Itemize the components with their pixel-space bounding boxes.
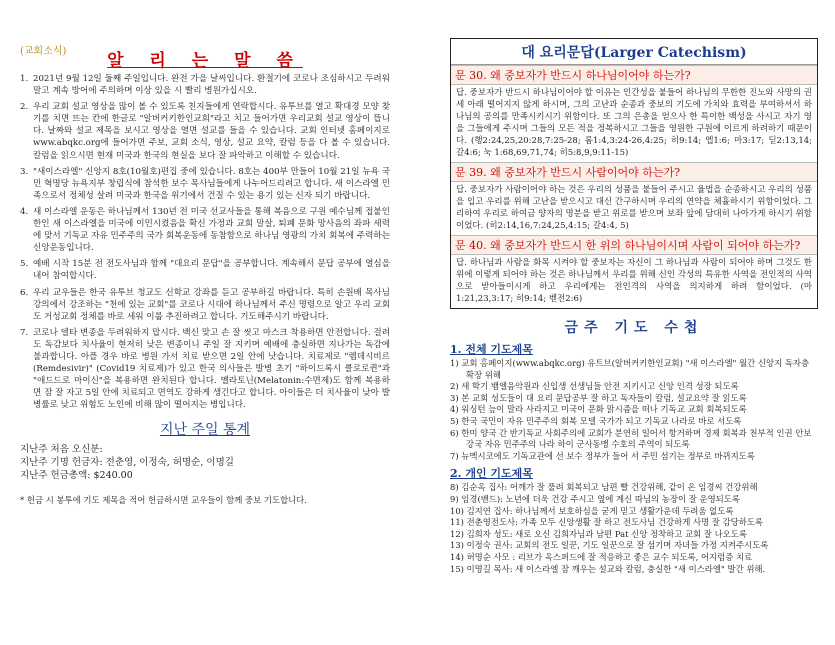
prayer-item: 1) 교회 홈페이지(www.abqkc.org) 유트브(알버커키한인교회) "새 이스라엘" 월간 신앙지 독자층 확장 위해 — [450, 358, 810, 380]
announcement-text: "새이스라엘" 신앙지 8호(10월호)편집 중에 있습니다. 8호는 400부 만들어 10월 21일 뉴욕 국민 혁명당 뉴욕지부 창립식에 참석한 보수 목사님들에게 나누어드리려고 합니다. 새 이스라엘 민족으로서 정체성 살려 미국과 한국을 위기에서 건질 수 있는 용기 있는 신자 되기 바랍니다. — [33, 166, 390, 201]
prayer-list-general — [450, 358, 818, 462]
stats-title: 지난 주일 통계 — [159, 422, 251, 439]
announcements-title: 알 리 는 말 씀 — [107, 51, 303, 71]
announcement-text: 예배 시작 15분 전 전도사님과 함께 "대요리 문답"을 공부합니다. 계속해서 문답 공부에 열심을 내어 참여합시다. — [33, 259, 390, 282]
announcement-number: 1. — [20, 74, 29, 84]
announcement-text: 우리 교우들은 한국 유투브 청교도 신학교 강좌를 듣고 공부하길 바랍니다. 특히 손원배 목사님 강의에서 강조하는 "천에 있는 교회"를 코로나 시대에 하나님께서 주신 명령으로 알고 우리 교회도 거성교회 정체를 바로 세워 이룹 추진하려고 합니다. 기도해주시기 바랍니다. — [33, 287, 390, 322]
prayer-item: 15) 이명길 목사: 새 이스라엘 잠 깨우는 설교와 칼럼, 충실한 "새 이스라엘" 발간 위해. — [450, 563, 766, 574]
prayer-item: 9) 임경(밴드): 노년에 더욱 건강 주시고 옆에 계신 따님의 농장이 잘 운영되도록 — [450, 493, 740, 504]
prayer-item: 10) 김지연 집사: 하나님께서 보호하심을 굳게 믿고 생활가운데 두려움 없도록 — [450, 505, 734, 516]
announcement-item — [20, 101, 390, 161]
announcement-number: 7. — [20, 327, 29, 338]
prayer-item: 6) 한미 양국 간 반기독교 사회주의에 교회가 분연히 일어서 항거하며 경제 회복과 천부적 인권 안보강국 자유 민주주의 나라 하이 군사동맹 수호의 주역이 되도록 — [450, 427, 812, 450]
announcement-number: 4. — [20, 206, 29, 217]
catechism-question: 문 30. 왜 중보자가 반드시 하나님이어야 하는가? — [451, 65, 817, 85]
announcement-number: 5. — [20, 259, 29, 270]
catechism-answer: 답. 중보자가 사람이어야 하는 것은 우리의 성품을 붙들어 주시고 율법을 순종하시고 우리의 성품을 입고 우리를 위해 고난을 받으시고 대신 간구하시며 우리의 연약을 체휼하시기 위함이었다. 그리하여 우리로 하여금 양자의 명분을 받고 위로를 받으며 보좌 앞에 담대히 나아가게 하시기 위함이었다. (히2:14,16,7:24,25,4:15; 갈4:4, 5) — [456, 185, 812, 231]
announcement-text: 우리 교회 설교 영상을 많이 볼 수 있도록 친지들에게 연락합시다. 유투브를 열고 확대경 모양 찾기를 치면 뜨는 칸에 한글로 "알버커키한인교회"라고 치고 들어가면 우리교회 설교 영상이 뜹니다. 날짜와 설교 제목을 보시고 영상을 열면 설교를 들을 수 있습니다. 교회 인터넷 홈페이지로 www.abqkc.org에 들어가면 주보, 교회 소식, 영상, 설교 요약, 칼럼 등을 다 볼 수 있습니다. 칼럼을 읽으시면 현재 미국과 한국의 현실을 보다 잘 파악하고 이해할 수 있습니다. — [33, 102, 390, 161]
prayer-item: 3) 본 교회 성도들이 대 요리 문답공부 잘 하고 독자들이 칼럼, 설교요약 잘 읽도록 — [450, 392, 747, 403]
prayer-item: 4) 워싱턴 늪이 말라 사라지고 미국이 문화 맑시즘을 떠나 기독교 교회 회복되도록 — [450, 404, 747, 415]
prayer-item: 14) 허명순 사모 : 리브가 옥스퍼드에 잘 적응하고 좋은 교수 되도록, 어지럼증 치료 — [450, 551, 753, 562]
announcement-text: 2021년 9월 12일 둘째 주일입니다. 완전 가을 날씨입니다. 환절기에 코로나 조심하시고 두려워 말고 계속 방어에 주의하며 이상 있을 시 빨리 병원가십시오. — [33, 74, 390, 97]
catechism-question: 문 39. 왜 중보자가 반드시 사람이어야 하는가? — [451, 162, 817, 182]
announcement-number: 3. — [20, 166, 29, 177]
announcement-item — [20, 327, 390, 412]
announcement-text: 새 이스라엘 운동은 하나님께서 130년 전 미국 선교사들을 통해 복음으로 구원 예수님께 접붙인 한인 새 이스라엘을 미국에 이민시켰음을 확신 가정과 교회 말살, 퇴폐 문화 망사음의 좌파 세력에 맞서 기독교 자유 민주주의 국가 회복운동에 동참함으로 하나님 영광의 가치 회복에 주력하는 신앙운동입니다. — [33, 206, 390, 254]
church-news-tag: (교회소식) — [20, 46, 67, 57]
announcement-item — [20, 258, 390, 282]
announcements-column — [20, 40, 390, 506]
prayer-section-personal: 2. 개인 기도제목 — [450, 467, 533, 481]
announcement-item — [20, 166, 390, 202]
prayer-item: 12) 김희자 성도: 새로 오신 김희자님과 남편 Pat 신앙 정착하고 교회 잘 나오도록 — [450, 528, 747, 539]
prayer-title: 금주 기도 수첩 — [564, 320, 704, 336]
prayer-item: 2) 새 학기 뱀엘음악원과 신입생 선생님들 안전 지키시고 신앙 인격 성장 되도록 — [450, 381, 739, 392]
catechism-question: 문 40. 왜 중보자가 반드시 한 위의 하나님이시며 사람이 되어야 하는가? — [451, 235, 817, 255]
stats-newcomers: 지난주 처음 오신분: — [20, 444, 103, 456]
announcements-list — [20, 73, 390, 411]
announcement-text: 코로나 델타 변종을 두려워하지 맙시다. 백신 맞고 손 잘 씻고 마스크 착용하면 안전합니다. 걸려도 독감보다 치사율이 현저히 낮은 변종이니 주일 잘 지키며 예배에 충실하면 지나가는 독감에 불과합니다. 아플 경우 바로 병원 가서 치료 받으면 2일 안에 낫습니다. 치료제로 "렘데시비르 (Remdesivir)" (Covid19 치료제)가 있고 한국 의사들은 발병 초기 "하이드록시 클로로퀸"과 "애드드로 마이신"을 복용하면 완치된다 합니다. 멜라토닌(Melatonin:수면제)도 함께 복용하면 잠 잘 자고 5일 안에 치료되고 면역도 강하게 생긴다고 합니다. 아이들은 더 치사율이 낮아 발병률로 낮고 위험도 노인에 비해 많이 떨어지는 병입니다. — [33, 327, 390, 411]
announcement-item — [20, 206, 390, 254]
prayer-item: 11) 전춘영전도사: 가족 모두 신앙생활 잘 하고 전도사님 건강하게 사명 잘 감당하도록 — [450, 517, 764, 528]
prayer-list-personal — [450, 482, 818, 575]
catechism-box — [450, 38, 818, 309]
catechism-list — [451, 65, 817, 308]
announcement-number: 6. — [20, 287, 29, 298]
catechism-title: 대 요리문답(Larger Catechism) — [451, 39, 817, 65]
prayer-item: 7) 뉴멕시코에도 기독교관에 선 보수 정부가 들어 서 주민 섬기는 정부로 바뀌지도록 — [450, 450, 755, 461]
catechism-answer: 답. 하나님과 사람을 화목 시켜야 할 중보자는 자신이 그 하나님과 사람이 되어야 하며 그것도 한 위에 이렇게 되어야 하는 것은 하나님께서 우리를 위해 신인 각성의 특유한 사역을 전인적의 사역으로 받아들이시게 하고 우리에게는 전인격의 사역을 의지하게 하려 함이었다. (마1:21,23,3:17; 히9:14; 벧전2:6) — [456, 258, 812, 304]
offering-footnote: * 헌금 시 봉투에 기도 제목을 적어 헌금하시면 교우들이 함께 중보 기도합니다. — [20, 495, 307, 506]
prayer-section-general: 1. 전체 기도제목 — [450, 343, 533, 356]
stats-donors: 지난주 기명 헌금자: 전춘영, 이정숙, 허명순, 이명길 — [20, 457, 234, 469]
announcement-item — [20, 73, 390, 97]
prayer-item: 8) 김순옥 집사: 어깨가 잘 풀려 회복되고 남편 빨 건강위해, 같이 온 임경씨 건강위해 — [450, 482, 758, 493]
announcement-item — [20, 287, 390, 323]
right-column — [450, 38, 818, 575]
prayer-item: 13) 이정숙 권사: 교회의 전도 일꾼, 기도 일꾼으로 잘 섬기며 자녀들 가정 지켜주시도록 — [450, 540, 769, 551]
catechism-answer: 답. 중보자가 반드시 하나님이어야 할 이유는 인간성을 붙들어 하나님의 무한한 진노와 사망의 권세 아래 떨어지지 않게 하시며, 그의 고난과 순종과 중보의 기도에 가치와 효력을 부여하셔서 하나님의 공의를 만족시키시기 위함이다. 또 그의 은총을 얻으사 한 특이한 백성을 사시고 자기 영을 그들에게 주시며 그들의 모든 적을 정복하시고 그들을 영원한 구원에 이르게 하려하기 때문이다. (행2:24,25,20:28,7:25-28; 롬1:4,3:24-26,4:25; 히9:14; 엡1:6; 마3:17; 딛2:13,14; 갈4:6; 눅 1:68,69,71,74; 히5:8,9,9:11-15) — [456, 88, 812, 158]
prayer-item: 5) 한국 국민이 자유 민주주의 회복 모델 국가가 되고 기독교 나라로 바로 서도록 — [450, 415, 742, 426]
stats-total: 지난주 헌금총액: $240.00 — [20, 470, 133, 482]
announcement-number: 2. — [20, 102, 29, 113]
